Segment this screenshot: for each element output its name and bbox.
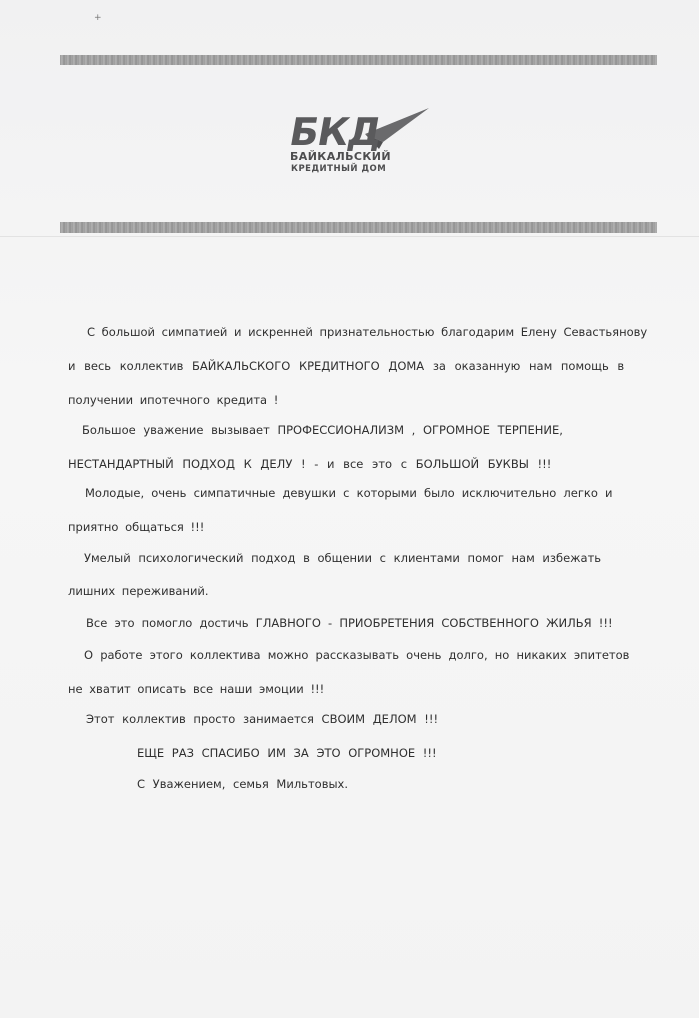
letter-line: О работе этого коллектива можно рассказывать очень долго, но никаких эпитетов — [84, 648, 630, 662]
letter-line: Все это помогло достичь ГЛАВНОГО - ПРИОБРЕТЕНИЯ СОБСТВЕННОГО ЖИЛЬЯ !!! — [86, 616, 613, 630]
letter-line: лишних переживаний. — [68, 584, 209, 598]
letter-line: Большое уважение вызывает ПРОФЕССИОНАЛИЗМ , ОГРОМНОЕ ТЕРПЕНИЕ, — [82, 423, 563, 437]
logo-company-line2: КРЕДИТНЫЙ ДОМ — [291, 164, 387, 174]
letter-line: приятно общаться !!! — [68, 520, 205, 534]
letter-line: Этот коллектив просто занимается СВОИМ ДЕЛОМ !!! — [86, 712, 439, 726]
logo-company-line1: БАЙКАЛЬСКИЙ — [290, 150, 392, 163]
bkd-logo — [287, 108, 432, 180]
logo-abbreviation: БКД — [286, 110, 385, 154]
letter-line: НЕСТАНДАРТНЫЙ ПОДХОД К ДЕЛУ ! - и все это с БОЛЬШОЙ БУКВЫ !!! — [68, 457, 552, 471]
letter-line: Молодые, очень симпатичные девушки с которыми было исключительно легко и — [85, 486, 613, 500]
stray-mark: + — [94, 13, 102, 23]
letter-line: и весь коллектив БАЙКАЛЬСКОГО КРЕДИТНОГО ДОМА за оказанную нам помощь в — [68, 359, 625, 373]
letter-line: Умелый психологический подход в общении с клиентами помог нам избежать — [84, 551, 602, 565]
letter-line: не хватит описать все наши эмоции !!! — [68, 682, 325, 696]
header-band-top — [60, 55, 657, 65]
header-band-bottom — [60, 222, 657, 233]
fold-line — [0, 236, 699, 237]
letter-line: получении ипотечного кредита ! — [68, 393, 279, 407]
letter-line: С большой симпатией и искренней признательностью благодарим Елену Севастьянову — [87, 325, 648, 339]
letter-line: ЕЩЕ РАЗ СПАСИБО ИМ ЗА ЭТО ОГРОМНОЕ !!! — [137, 746, 437, 760]
letter-signature: С Уважением, семья Мильтовых. — [137, 777, 349, 791]
